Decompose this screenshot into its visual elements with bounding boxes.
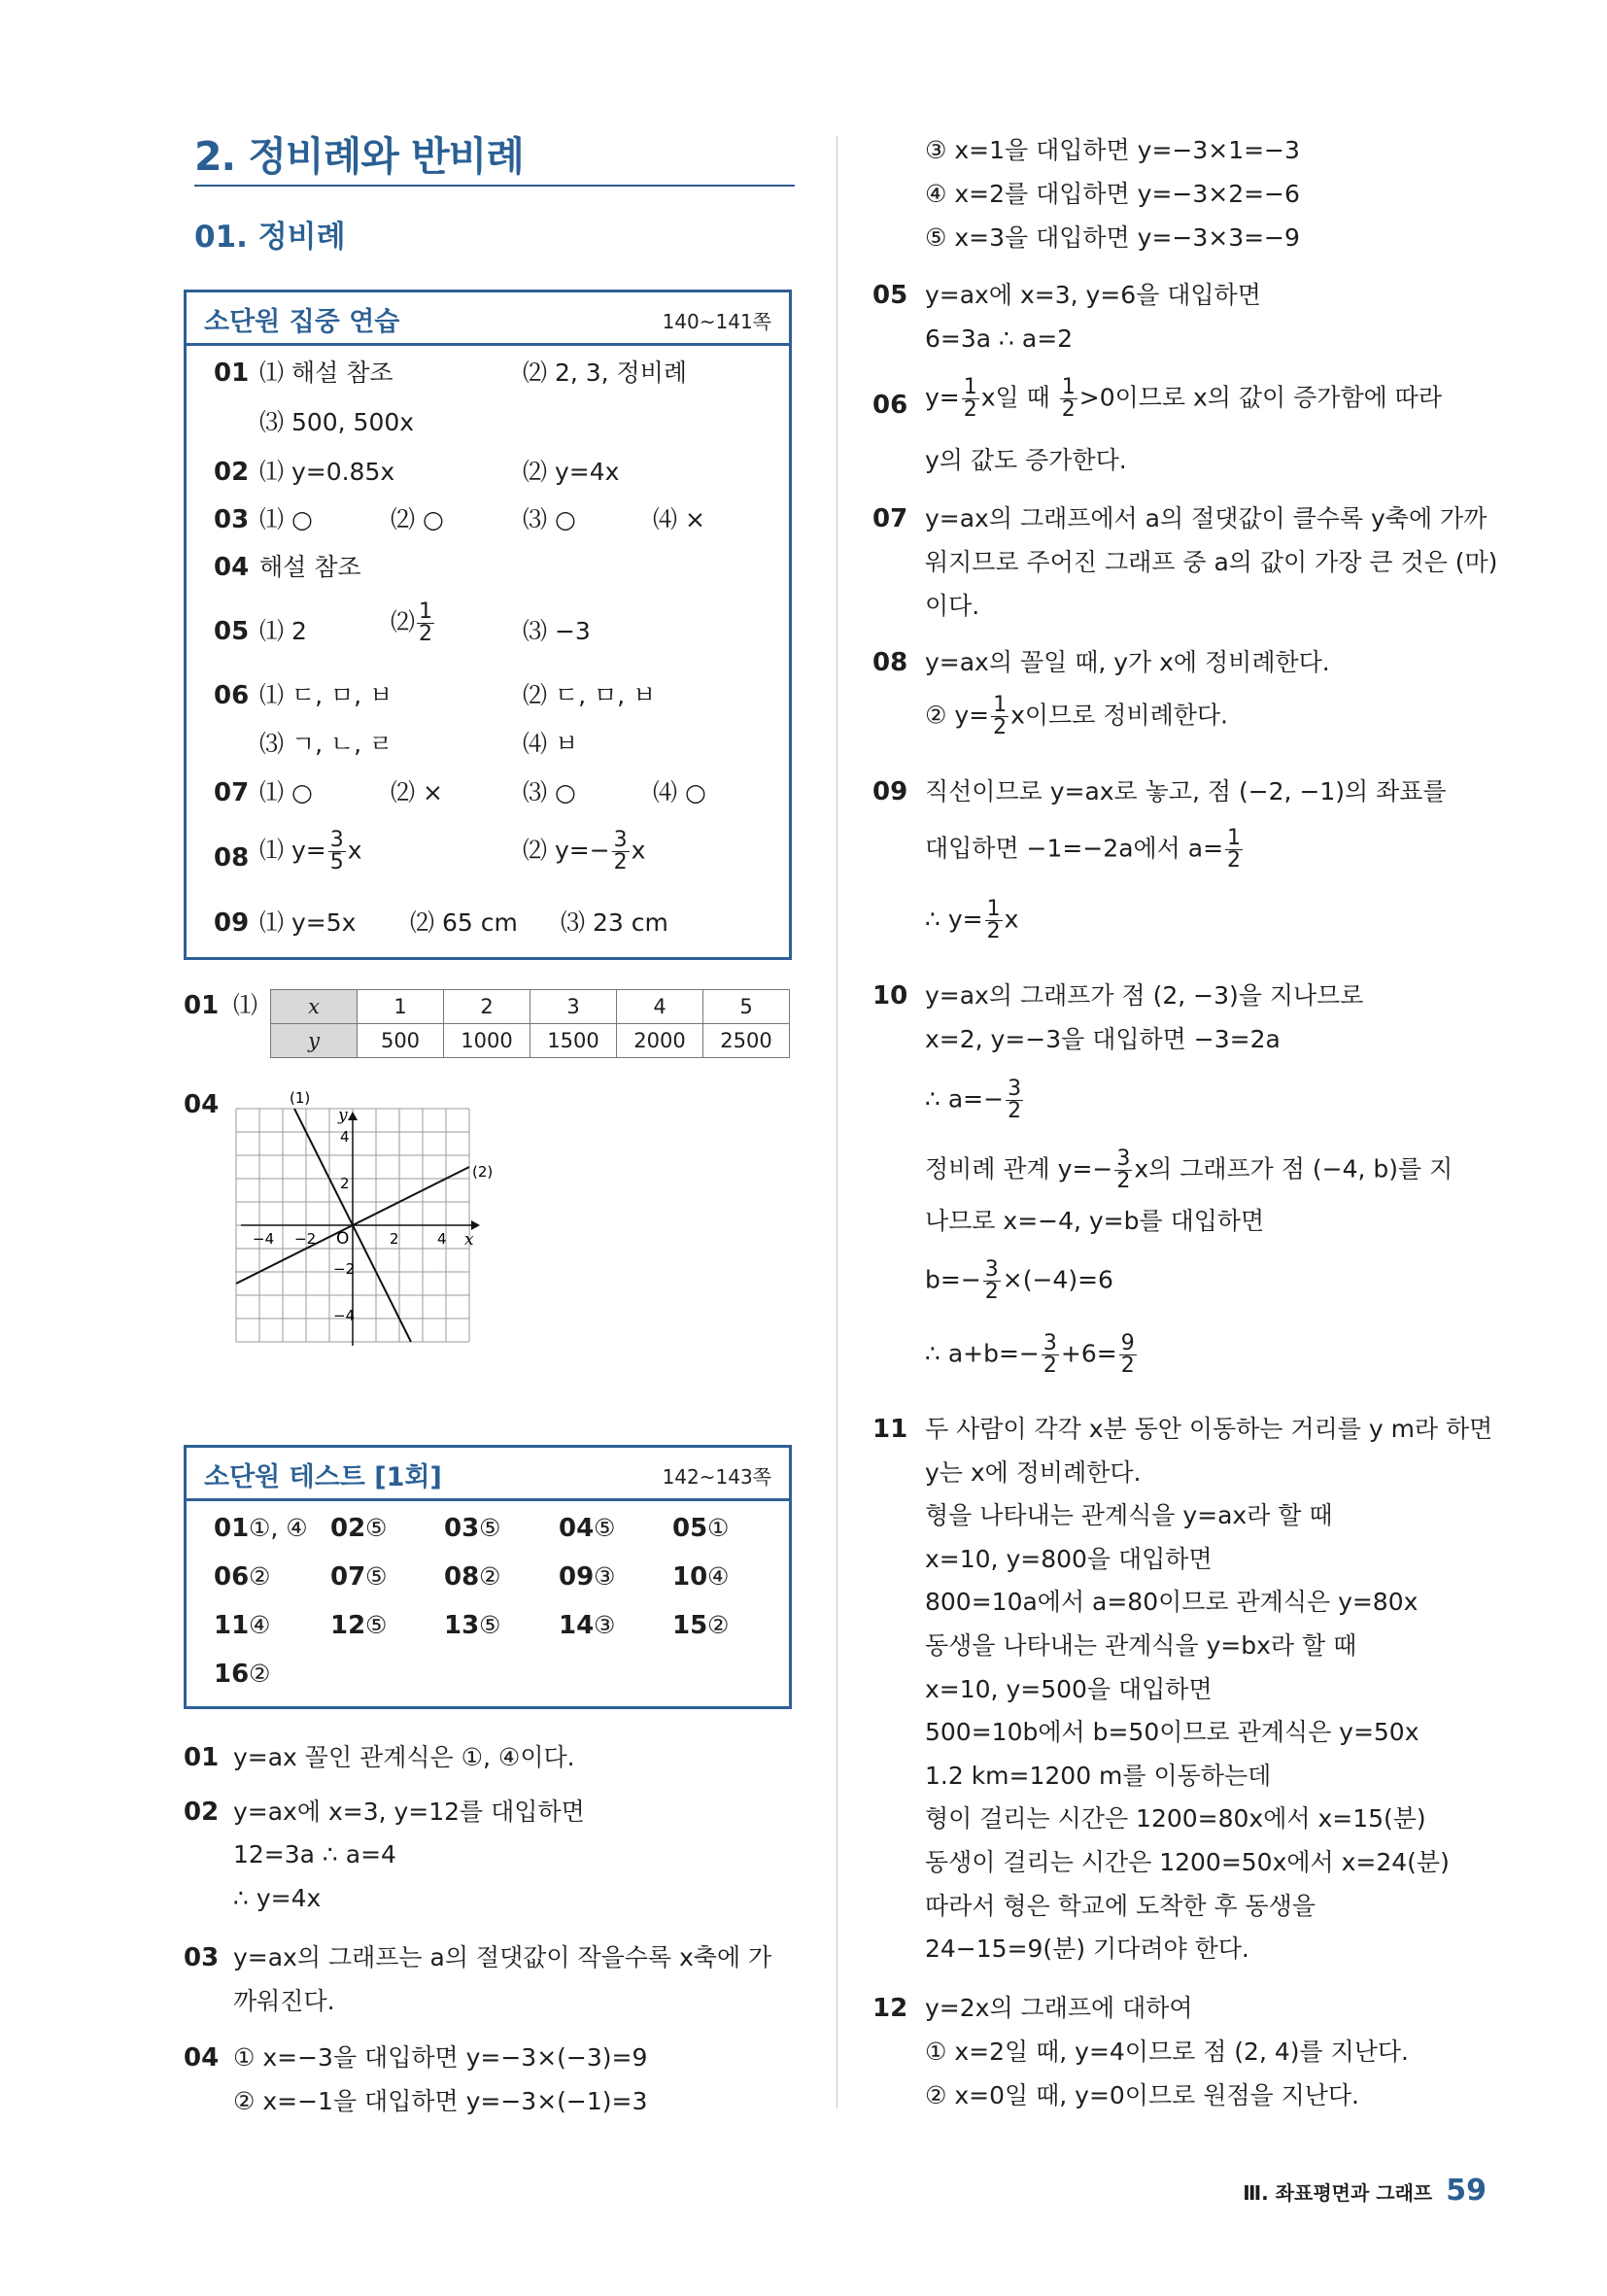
- answer-number: 07: [214, 778, 250, 807]
- fraction-numerator: 3: [1008, 1077, 1022, 1101]
- test-answer-number: 02: [330, 1514, 366, 1543]
- test-answer-number: 11: [214, 1611, 250, 1640]
- answer-label: ⑵: [391, 607, 416, 636]
- solution-line: 이다.: [925, 592, 980, 620]
- page-footer: [1243, 2174, 1487, 2208]
- fraction-denominator: 2: [1043, 1354, 1057, 1378]
- answer-text: ⑴ ○: [259, 505, 313, 533]
- test-answer-box: [184, 1445, 792, 1709]
- solution-line: ∴ y=4x: [233, 1884, 322, 1912]
- fraction-numerator: 3: [1116, 1147, 1131, 1171]
- solution-line: ④ x=2를 대입하면 y=−3×2=−6: [925, 180, 1300, 208]
- x-tick-label: −4: [253, 1230, 275, 1248]
- answer-text: ⑴ ○: [259, 778, 313, 806]
- solution-line: ① x=2일 때, y=4이므로 점 (2, 4)를 지난다.: [925, 2038, 1409, 2066]
- test-answer-number: 03: [444, 1514, 480, 1543]
- solution-number: 02: [184, 1798, 220, 1827]
- fraction-denominator: 2: [1116, 1169, 1131, 1193]
- test-box-header: [187, 1448, 789, 1501]
- answer-text: ⑷ ㅂ: [523, 730, 579, 758]
- solution-line: [925, 899, 1018, 942]
- solution-line: [925, 1148, 1453, 1192]
- answer-text: ⑶ ○: [523, 778, 576, 806]
- chapter-title: 2. 정비례와 반비례: [194, 133, 524, 180]
- solution-line: y=ax 꼴인 관계식은 ①, ④이다.: [233, 1743, 575, 1771]
- solution-number: 10: [872, 981, 908, 1011]
- text-part: >0이므로 x의 값이 증가함에 따라: [1078, 383, 1442, 412]
- table-header-cell: y: [271, 1024, 358, 1058]
- fraction-denominator: 2: [986, 919, 1001, 943]
- answer-text: ⑴ ㄷ, ㅁ, ㅂ: [259, 681, 393, 709]
- value-table: [270, 989, 790, 1058]
- solution-line: 500=10b에서 b=50이므로 관계식은 y=50x: [925, 1718, 1419, 1747]
- test-answer-choice: ⑤: [479, 1514, 501, 1542]
- answer-number: 05: [214, 617, 250, 646]
- answer-text: [523, 830, 645, 874]
- test-answer-choice: ③: [594, 1611, 616, 1639]
- text-part: ∴ y=: [925, 905, 983, 934]
- test-box-pages: 142~143쪽: [662, 1465, 771, 1489]
- solution-line: 12=3a ∴ a=4: [233, 1840, 396, 1868]
- test-answer-choice: ③: [594, 1562, 616, 1591]
- solution-line: x=2, y=−3을 대입하면 −3=2a: [925, 1025, 1281, 1053]
- test-answer-number: 01: [214, 1514, 250, 1543]
- solution-line: 24−15=9(분) 기다려야 한다.: [925, 1935, 1249, 1964]
- text-part: x의 그래프가 점 (−4, b)를 지: [1134, 1154, 1453, 1183]
- test-box-title: 소단원 테스트 [1회]: [204, 1462, 442, 1492]
- solution-number: 11: [872, 1415, 908, 1444]
- text-part: x일 때: [980, 383, 1050, 412]
- solution-line: 따라서 형은 학교에 도착한 후 동생을: [925, 1891, 1316, 1920]
- text-part: 대입하면 −1=−2a에서 a=: [925, 834, 1224, 863]
- fraction-denominator: 2: [963, 397, 977, 422]
- text-part: ∴ a+b=−: [925, 1339, 1040, 1368]
- answer-text: ⑵ ㄷ, ㅁ, ㅂ: [523, 681, 657, 709]
- answer-text: ⑴ y=5x: [259, 908, 357, 937]
- solution-line: y는 x에 정비례한다.: [925, 1457, 1142, 1487]
- answer-text: ⑴ 해설 참조: [259, 359, 393, 387]
- test-answer-number: 04: [559, 1514, 595, 1543]
- answer-text: ⑶ ○: [523, 505, 576, 533]
- y-tick-label: −4: [333, 1307, 356, 1324]
- x-tick-label: 4: [437, 1230, 447, 1248]
- answer-text: [259, 830, 362, 874]
- fraction: [1042, 1333, 1059, 1377]
- line-2-label: (2): [472, 1163, 494, 1181]
- text-part: 정비례 관계 y=−: [925, 1154, 1113, 1183]
- practice-box-header: [187, 292, 789, 346]
- table-cell: 1000: [444, 1024, 530, 1058]
- fraction-denominator: 2: [613, 850, 628, 874]
- solution-number: 01: [184, 1743, 220, 1772]
- x-tick-label: −2: [294, 1230, 317, 1248]
- y-tick-label: 4: [340, 1128, 350, 1146]
- y-tick-label: −2: [333, 1260, 356, 1278]
- fraction: [991, 695, 1009, 738]
- fraction: [1114, 1148, 1132, 1192]
- answer-text: ⑶ 23 cm: [561, 908, 668, 937]
- origin-label: O: [336, 1229, 350, 1249]
- test-answer-choice: ②: [707, 1611, 730, 1639]
- fraction-denominator: 5: [329, 850, 344, 874]
- solution-number: 09: [872, 777, 908, 806]
- test-answer-choice: ②: [479, 1562, 501, 1591]
- solution-line: y=ax의 그래프는 a의 절댓값이 작을수록 x축에 가: [233, 1943, 772, 1971]
- solution-line: 동생을 나타내는 관계식을 y=bx라 할 때: [925, 1631, 1357, 1660]
- answer-text: 해설 참조: [259, 553, 361, 581]
- answer-text: ⑴ 2: [259, 617, 307, 645]
- solution-number: 04: [184, 2043, 220, 2073]
- fraction: [1119, 1333, 1137, 1377]
- fraction: [985, 899, 1003, 942]
- solution-line: y=ax의 그래프에서 a의 절댓값이 클수록 y축에 가까: [925, 504, 1487, 532]
- test-answer-choice: ②: [249, 1562, 271, 1591]
- answer-text: ⑵ y=4x: [523, 458, 620, 486]
- fraction-numerator: 1: [419, 600, 433, 624]
- solution-line: [925, 1333, 1139, 1377]
- table-problem-number: 01: [184, 991, 220, 1020]
- fraction-denominator: 2: [1120, 1354, 1135, 1378]
- test-answer-number: 07: [330, 1562, 366, 1592]
- page-number: 59: [1446, 2174, 1487, 2208]
- test-answer-choice: ⑤: [594, 1514, 616, 1542]
- solution-line: 까워진다.: [233, 1987, 335, 2015]
- fraction: [612, 830, 630, 874]
- answer-text: ⑴ y=0.85x: [259, 458, 395, 486]
- answer-number: 06: [214, 681, 250, 710]
- solution-number: 08: [872, 648, 908, 677]
- fraction: [417, 601, 434, 645]
- fraction-numerator: 3: [329, 828, 344, 852]
- fraction-numerator: 3: [984, 1257, 999, 1282]
- test-answer-number: 13: [444, 1611, 480, 1640]
- answer-number: 08: [214, 843, 250, 873]
- table-cell: 3: [530, 990, 617, 1024]
- test-answer-choice: ②: [249, 1660, 271, 1688]
- test-answer-choice: ①: [707, 1514, 730, 1542]
- text-part: ×(−4)=6: [1002, 1265, 1113, 1294]
- answer-text: ⑵ ×: [391, 778, 443, 806]
- test-answer-number: 06: [214, 1562, 250, 1592]
- table-cell: 2: [444, 990, 530, 1024]
- table-cell: 4: [617, 990, 703, 1024]
- solution-line: y=ax의 그래프가 점 (2, −3)을 지나므로: [925, 981, 1364, 1010]
- solution-line: 나므로 x=−4, y=b를 대입하면: [925, 1207, 1265, 1235]
- solution-line: 두 사람이 각각 x분 동안 이동하는 거리를 y m라 하면: [925, 1415, 1493, 1443]
- table-row: [271, 990, 790, 1024]
- table-row: [271, 1024, 790, 1058]
- test-answer-number: 16: [214, 1660, 250, 1689]
- answer-number: 02: [214, 458, 250, 487]
- solution-line: y=ax에 x=3, y=6을 대입하면: [925, 281, 1261, 309]
- fraction-numerator: 1: [1227, 826, 1242, 850]
- solution-line: y=ax의 꼴일 때, y가 x에 정비례한다.: [925, 648, 1330, 676]
- table-cell: 2000: [617, 1024, 703, 1058]
- fraction: [962, 377, 979, 421]
- solution-line: 형이 걸리는 시간은 1200=80x에서 x=15(분): [925, 1804, 1426, 1833]
- solution-line: ⑤ x=3을 대입하면 y=−3×3=−9: [925, 223, 1300, 252]
- solution-line: ① x=−3을 대입하면 y=−3×(−3)=9: [233, 2043, 648, 2072]
- fraction-denominator: 2: [993, 715, 1008, 739]
- solution-line: 6=3a ∴ a=2: [925, 325, 1074, 353]
- answer-text: ⑷ ×: [653, 505, 705, 533]
- graph-problem-number: 04: [184, 1090, 220, 1119]
- y-tick-label: 2: [340, 1175, 350, 1192]
- solution-line: [925, 1079, 1025, 1122]
- solution-line: 워지므로 주어진 그래프 중 a의 값이 가장 큰 것은 (마): [925, 548, 1498, 576]
- variable-x: x: [347, 836, 362, 865]
- solution-line: x=10, y=800을 대입하면: [925, 1544, 1213, 1573]
- answer-label: ⑴ y=: [259, 836, 326, 865]
- solution-line: 직선이므로 y=ax로 놓고, 점 (−2, −1)의 좌표를: [925, 777, 1447, 805]
- y-axis-arrow: [348, 1112, 358, 1120]
- fraction: [1060, 377, 1077, 421]
- test-answer-choice: ⑤: [479, 1611, 501, 1639]
- test-answer-number: 10: [672, 1562, 708, 1592]
- fraction-numerator: 3: [1043, 1331, 1057, 1355]
- answer-text: ⑵ ○: [391, 505, 444, 533]
- answer-number: 03: [214, 505, 250, 534]
- test-answer-number: 08: [444, 1562, 480, 1592]
- column-divider: [837, 136, 838, 2108]
- fraction-numerator: 1: [1061, 375, 1076, 399]
- test-answer-number: 15: [672, 1611, 708, 1640]
- table-header-cell: x: [271, 990, 358, 1024]
- test-answer-choice: ①, ④: [249, 1514, 308, 1542]
- solution-line: y=ax에 x=3, y=12를 대입하면: [233, 1798, 585, 1826]
- test-answer-choice: ⑤: [365, 1514, 388, 1542]
- footer-chapter-label: Ⅲ. 좌표평면과 그래프: [1243, 2181, 1433, 2205]
- text-part: ② y=: [925, 701, 990, 730]
- answer-label: ⑵ y=−: [523, 836, 610, 865]
- table-cell: 1500: [530, 1024, 617, 1058]
- fraction: [1225, 828, 1243, 872]
- answer-text: [391, 601, 436, 645]
- table-part-label: ⑴: [233, 991, 258, 1019]
- test-answer-number: 05: [672, 1514, 708, 1543]
- text-part: x이므로 정비례한다.: [1010, 701, 1228, 730]
- answer-text: ⑵ 65 cm: [410, 908, 518, 937]
- table-cell: 5: [703, 990, 790, 1024]
- solution-line: ② x=0일 때, y=0이므로 원점을 지난다.: [925, 2081, 1359, 2109]
- fraction-numerator: 1: [993, 693, 1008, 717]
- fraction-numerator: 3: [613, 828, 628, 852]
- chapter-header: [194, 124, 795, 187]
- coordinate-graph: [233, 1083, 494, 1355]
- answer-number: 01: [214, 359, 250, 388]
- table-cell: 2500: [703, 1024, 790, 1058]
- fraction: [983, 1259, 1001, 1303]
- answer-text: ⑶ 500, 500x: [259, 408, 415, 436]
- x-tick-label: 2: [390, 1230, 399, 1248]
- solution-line: 1.2 km=1200 m를 이동하는데: [925, 1761, 1272, 1790]
- answer-text: ⑷ ○: [653, 778, 706, 806]
- solution-line: [925, 695, 1228, 738]
- test-answer-choice: ④: [707, 1562, 730, 1591]
- x-axis-arrow: [471, 1220, 480, 1230]
- solution-number: 12: [872, 1994, 908, 2023]
- fraction-numerator: 1: [986, 897, 1001, 921]
- solution-line: y의 값도 증가한다.: [925, 446, 1127, 474]
- text-part: +6=: [1060, 1339, 1117, 1368]
- test-answer-choice: ⑤: [365, 1562, 388, 1591]
- y-axis-label: y: [338, 1106, 348, 1125]
- solution-number: 07: [872, 504, 908, 533]
- solution-number: 05: [872, 281, 908, 310]
- test-answer-number: 14: [559, 1611, 595, 1640]
- solution-line: 800=10a에서 a=80이므로 관계식은 y=80x: [925, 1588, 1419, 1617]
- solution-line: ② x=−1을 대입하면 y=−3×(−1)=3: [233, 2087, 648, 2115]
- fraction-denominator: 2: [1008, 1099, 1022, 1123]
- table-cell: 500: [358, 1024, 444, 1058]
- solution-line: 동생이 걸리는 시간은 1200=50x에서 x=24(분): [925, 1848, 1450, 1876]
- answer-text: ⑶ ㄱ, ㄴ, ㄹ: [259, 730, 393, 758]
- answer-number: 04: [214, 553, 250, 582]
- answer-number: 09: [214, 908, 250, 938]
- solution-line: [925, 377, 1442, 421]
- text-part: ∴ a=−: [925, 1084, 1005, 1114]
- solution-line: ③ x=1을 대입하면 y=−3×1=−3: [925, 136, 1300, 164]
- fraction-numerator: 9: [1120, 1331, 1135, 1355]
- table-cell: 1: [358, 990, 444, 1024]
- test-answer-choice: ④: [249, 1611, 271, 1639]
- answer-text: ⑵ 2, 3, 정비례: [523, 359, 687, 387]
- practice-box-pages: 140~141쪽: [662, 310, 771, 333]
- test-answer-choice: ⑤: [365, 1611, 388, 1639]
- solution-number: 06: [872, 391, 908, 420]
- fraction: [1006, 1079, 1023, 1122]
- fraction-numerator: 1: [963, 375, 977, 399]
- section-title: 01. 정비례: [194, 220, 346, 255]
- solution-line: y=2x의 그래프에 대하여: [925, 1994, 1193, 2022]
- solution-number: 03: [184, 1943, 220, 1972]
- x-axis-label: x: [464, 1230, 474, 1250]
- solution-line: [925, 1259, 1113, 1303]
- fraction-denominator: 2: [984, 1280, 999, 1304]
- answer-text: ⑶ −3: [523, 617, 591, 645]
- test-answer-number: 12: [330, 1611, 366, 1640]
- fraction: [328, 830, 346, 874]
- fraction-denominator: 2: [1061, 397, 1076, 422]
- solution-line: [925, 828, 1245, 872]
- fraction-denominator: 2: [1227, 848, 1242, 873]
- solution-line: 형을 나타내는 관계식을 y=ax라 할 때: [925, 1501, 1333, 1530]
- line-1-label: (1): [290, 1089, 311, 1107]
- solution-line: x=10, y=500을 대입하면: [925, 1674, 1213, 1703]
- test-answer-number: 09: [559, 1562, 595, 1592]
- practice-box-title: 소단원 집중 연습: [204, 307, 400, 337]
- text-part: y=: [925, 383, 960, 412]
- text-part: b=−: [925, 1265, 981, 1294]
- variable-x: x: [631, 836, 646, 865]
- practice-answer-box: [184, 290, 792, 960]
- fraction-denominator: 2: [419, 622, 433, 646]
- text-part: x: [1004, 905, 1019, 934]
